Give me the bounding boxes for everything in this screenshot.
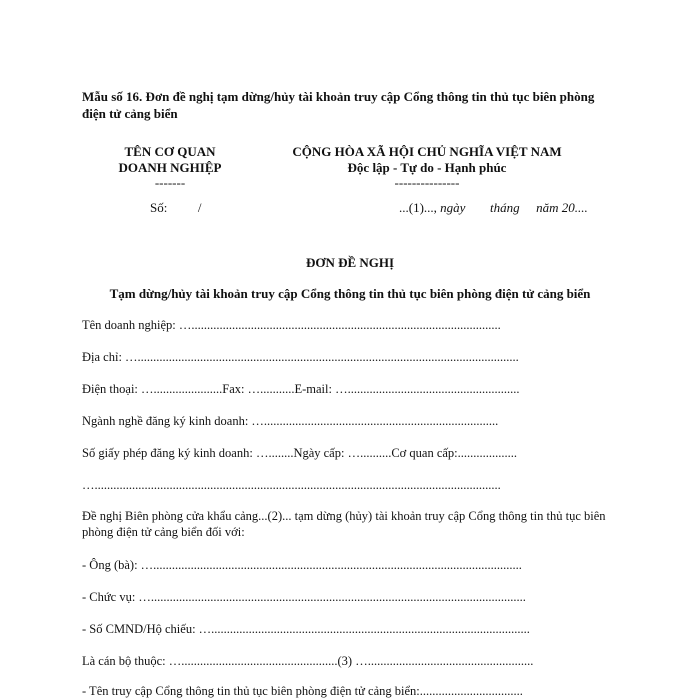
request-paragraph: Đề nghị Biên phòng cửa khẩu cảng...(2)... tạm dừng (hủy) tài khoản truy cập Cổng thông tin thủ tục biên phòng điện tử cảng biển đối với: [82, 509, 606, 539]
national-motto: Độc lập - Tự do - Hạnh phúc [347, 160, 507, 175]
field-extra-line[interactable]: ….................................................................................................................................. [82, 478, 501, 492]
field-address[interactable]: Địa chỉ: ….......................................................................................................................... [82, 350, 519, 364]
document-number [150, 200, 201, 216]
field-company-name[interactable]: Tên doanh nghiệp: …................................................................................................... [82, 318, 501, 332]
field-business-license[interactable]: Số giấy phép đăng ký kinh doanh: …........Ngày cấp: …..........Cơ quan cấp:................... [82, 446, 518, 460]
field-id-passport[interactable]: - Số CMND/Hộ chiếu: …...................................................................................................... [82, 622, 530, 636]
field-username[interactable]: - Tên truy cập Cổng thông tin thủ tục biên phòng điện tử cảng biển:................................. [82, 684, 523, 698]
date-month: tháng [489, 200, 520, 215]
country-name: CỘNG HÒA XÃ HỘI CHỦ NGHĨA VIỆT NAM [292, 144, 562, 159]
field-department[interactable]: Là cán bộ thuộc: …..................................................(3) …..................................................... [82, 654, 534, 668]
org-divider: ------- [154, 175, 186, 190]
field-business-line[interactable]: Ngành nghề đăng ký kinh doanh: …........................................................................... [82, 414, 499, 428]
national-header [268, 144, 586, 190]
org-header [100, 144, 240, 190]
so-label: Số: [150, 200, 168, 215]
date-day: ngày [440, 200, 466, 215]
place-placeholder: ...(1)..., [399, 200, 437, 215]
doc-heading: ĐƠN ĐỀ NGHỊ [305, 255, 395, 270]
national-divider: --------------- [394, 175, 460, 190]
org-name-line2: DOANH NGHIỆP [118, 160, 222, 175]
field-position[interactable]: - Chức vụ: …........................................................................................................................ [82, 590, 526, 604]
form-title: Mẫu số 16. Đơn đề nghị tạm dừng/hủy tài khoản truy cập Cổng thông tin thủ tục biên phòng điện tử cảng biển [82, 89, 595, 121]
so-slash: / [197, 200, 202, 215]
field-person-name[interactable]: - Ông (bà): …...................................................................................................................... [82, 558, 522, 572]
doc-subheading: Tạm dừng/hủy tài khoản truy cập Cổng thông tin thủ tục biên phòng điện tử cảng biển [109, 286, 591, 301]
field-phone-fax-email[interactable]: Điện thoại: …......................Fax: …...........E-mail: …....................................................... [82, 382, 520, 396]
date-year: năm 20.... [536, 200, 588, 215]
org-name-line1: TÊN CƠ QUAN [124, 144, 216, 159]
place-date [399, 200, 588, 216]
